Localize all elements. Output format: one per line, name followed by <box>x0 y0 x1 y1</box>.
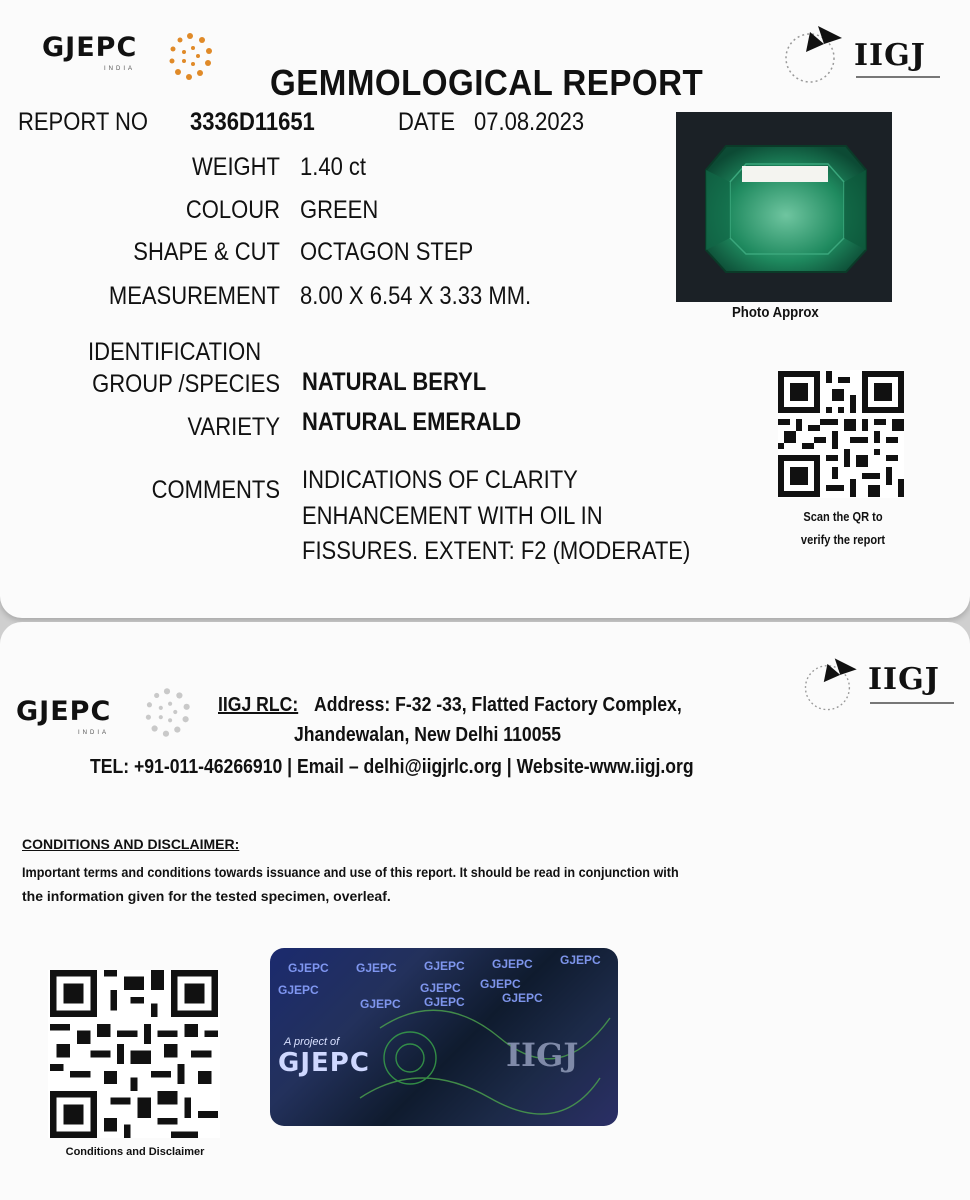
measurement-value: 8.00 X 6.54 X 3.33 MM. <box>300 282 532 310</box>
iigj-logo-text: IIGJ <box>854 38 926 73</box>
contact-line: TEL: +91-011-46266910 | Email – delhi@iigjrlc.org | Website-www.iigj.org <box>90 756 694 778</box>
gjepc-logo <box>42 32 138 72</box>
comments-label: COMMENTS <box>151 476 280 504</box>
hologram-word-8: GJEPC <box>480 977 521 991</box>
iigj-emblem-icon <box>780 22 850 86</box>
qr-code-icon <box>48 970 220 1138</box>
verify-qr-code[interactable] <box>778 370 904 498</box>
gjepc-logo-back-text: GJEPC <box>16 696 112 727</box>
report-back-card <box>0 622 970 1200</box>
weight-label: WEIGHT <box>192 153 280 181</box>
hologram-word-1: GJEPC <box>288 961 329 975</box>
shape-cut-label: SHAPE & CUT <box>133 238 280 266</box>
iigj-logo-back <box>800 652 940 721</box>
address-line-2: Jhandewalan, New Delhi 110055 <box>294 724 562 746</box>
conditions-line-1: Important terms and conditions towards issuance and use of this report. It should be read in conjunction with <box>22 864 679 880</box>
iigj-logo-back-underline <box>870 702 954 704</box>
colour-label: COLOUR <box>185 196 280 224</box>
address-line-1: Address: F-32 -33, Flatted Factory Complex, <box>314 694 682 716</box>
hologram-word-10: GJEPC <box>424 995 465 1009</box>
report-no-value: 3336D11651 <box>190 108 315 136</box>
hologram-word-9: GJEPC <box>360 997 401 1011</box>
hologram-iigj-text: IIGJ <box>506 1036 579 1074</box>
hologram-word-11: GJEPC <box>502 991 543 1005</box>
shape-cut-value: OCTAGON STEP <box>300 238 474 266</box>
gjepc-logo-back-subtext: INDIA <box>78 730 110 736</box>
group-species-value: NATURAL BERYL <box>302 368 487 396</box>
photo-caption: Photo Approx <box>732 304 819 321</box>
comments-line-3: FISSURES. EXTENT: F2 (MODERATE) <box>302 537 691 565</box>
qr-caption-line-1: Scan the QR to <box>803 509 883 524</box>
qr-caption-line-2: verify the report <box>800 532 886 547</box>
group-species-label: GROUP /SPECIES <box>92 370 280 398</box>
gem-photo <box>676 112 892 302</box>
report-no-label: REPORT NO <box>18 108 148 136</box>
report-title: GEMMOLOGICAL REPORT <box>270 62 704 103</box>
conditions-title: CONDITIONS AND DISCLAIMER: <box>22 836 240 852</box>
identification-label: IDENTIFICATION <box>88 338 262 366</box>
iigj-logo <box>780 22 926 91</box>
comments-line-1: INDICATIONS OF CLARITY <box>302 466 578 494</box>
variety-label: VARIETY <box>187 413 280 441</box>
iigj-logo-underline <box>856 76 940 78</box>
hologram-word-7: GJEPC <box>420 981 461 995</box>
conditions-qr-code[interactable] <box>48 970 220 1138</box>
conditions-line-2: the information given for the tested specimen, overleaf. <box>22 888 391 904</box>
conditions-qr-caption: Conditions and Disclaimer <box>65 1146 205 1158</box>
weight-value: 1.40 ct <box>300 153 367 181</box>
date-value: 07.08.2023 <box>474 108 585 136</box>
iigj-emblem-icon <box>800 652 864 716</box>
emerald-gem-icon <box>676 112 892 302</box>
colour-value: GREEN <box>300 196 379 224</box>
measurement-label: MEASUREMENT <box>108 282 280 310</box>
hologram-gjepc-text: GJEPC <box>278 1048 370 1078</box>
address-label: IIGJ RLC: <box>218 694 299 716</box>
comments-line-2: ENHANCEMENT WITH OIL IN <box>302 502 603 530</box>
gjepc-logo-back <box>16 696 112 736</box>
hologram-project-text: A project of <box>284 1036 340 1048</box>
sunburst-icon <box>160 28 220 84</box>
variety-value: NATURAL EMERALD <box>302 408 522 436</box>
hologram-word-6: GJEPC <box>278 983 319 997</box>
hologram-word-2: GJEPC <box>356 961 397 975</box>
date-label: DATE <box>398 108 456 136</box>
iigj-logo-back-text: IIGJ <box>868 662 940 697</box>
qr-code-icon <box>778 370 904 498</box>
gjepc-logo-text: GJEPC <box>42 32 138 63</box>
sunburst-icon <box>136 682 198 742</box>
gjepc-logo-subtext: INDIA <box>104 66 136 72</box>
security-hologram <box>270 948 618 1126</box>
hologram-word-5: GJEPC <box>560 953 601 967</box>
hologram-word-3: GJEPC <box>424 959 465 973</box>
hologram-word-4: GJEPC <box>492 957 533 971</box>
